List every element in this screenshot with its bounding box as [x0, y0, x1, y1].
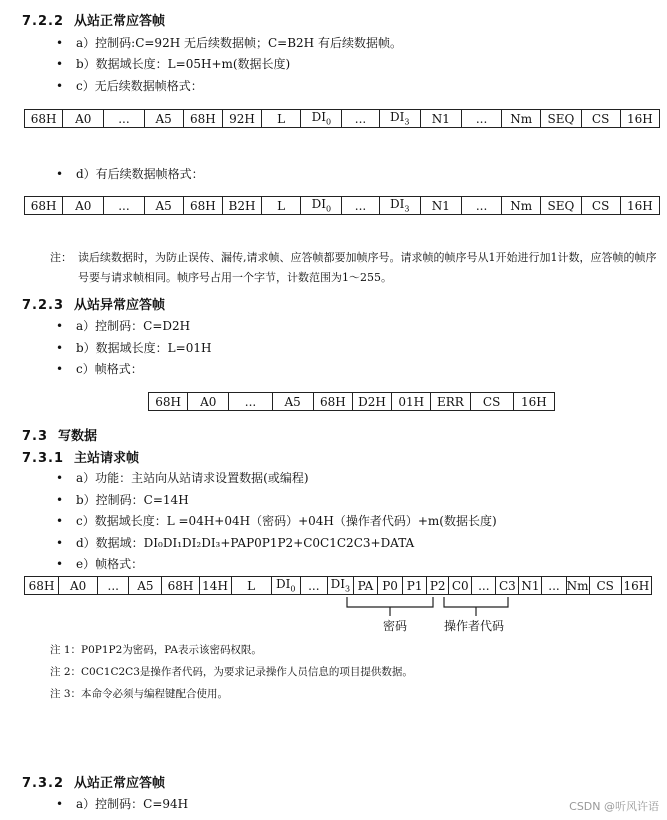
- list-item: • d）数据域：DI₀DI₁DI₂DI₃+PAP0P1P2+C0C1C2C3+DATA: [56, 536, 415, 550]
- frame-cell: 68H: [25, 197, 63, 215]
- note-1: 注 1：P0P1P2为密码，PA表示该密码权限。: [50, 644, 262, 656]
- frame-cell: P0: [378, 577, 403, 595]
- heading-7-3-1: [22, 447, 139, 466]
- frame-cell: ...: [542, 577, 566, 595]
- list-item: • e）帧格式：: [56, 557, 144, 571]
- section-number: 7.2.2: [22, 14, 65, 29]
- frame-cell: D2H: [352, 393, 391, 411]
- frame-cell: CS: [581, 110, 620, 128]
- frame-cell: 16H: [513, 393, 554, 411]
- note-2: 注 2：C0C1C2C3是操作者代码，为要求记录操作人员信息的项目提供数据。: [50, 666, 413, 678]
- frame-cell: ...: [461, 110, 501, 128]
- frame-cell: CS: [589, 577, 621, 595]
- list-item: • a）控制码：C=D2H: [56, 319, 191, 333]
- frame-cell: Nm: [502, 110, 541, 128]
- frame-cell: 68H: [149, 393, 188, 411]
- section-title: 写数据: [58, 429, 98, 444]
- frame-cell: CS: [470, 393, 513, 411]
- list-item: • c）无后续数据帧格式：: [56, 79, 203, 93]
- frame-cell: 68H: [162, 577, 199, 595]
- frame-table-no-followup: [24, 109, 660, 128]
- frame-cell: ...: [229, 393, 272, 411]
- list-item: • c）帧格式：: [56, 362, 143, 376]
- frame-cell: P2: [427, 577, 449, 595]
- frame-cell: 92H: [222, 110, 261, 128]
- frame-cell: L: [231, 577, 271, 595]
- frame-cell: A5: [144, 110, 183, 128]
- frame-cell: ...: [342, 110, 379, 128]
- frame-cell: A0: [59, 577, 98, 595]
- frame-cell: ...: [104, 110, 144, 128]
- frame-cell: A0: [63, 110, 104, 128]
- frame-cell: Nm: [566, 578, 589, 593]
- frame-cell: SEQ: [541, 197, 581, 215]
- list-item: • b）数据域长度：L=01H: [56, 341, 212, 355]
- list-item: • b）数据域长度：L=05H+m(数据长度): [56, 57, 291, 71]
- list-item: • a）功能：主站向从站请求设置数据(或编程): [56, 471, 309, 485]
- list-item: • a）控制码：C=94H: [56, 797, 189, 811]
- frame-cell: 68H: [183, 197, 222, 215]
- list-item: • d）有后续数据帧格式：: [56, 167, 204, 181]
- frame-cell: A5: [144, 197, 183, 215]
- section-title: 从站正常应答帧: [74, 776, 166, 791]
- frame-cell: 16H: [621, 577, 651, 595]
- list-item: • b）控制码：C=14H: [56, 493, 189, 507]
- frame-cell: ...: [342, 197, 379, 215]
- frame-cell: 68H: [25, 577, 59, 595]
- note-3: 注 3：本命令必须与编程键配合使用。: [50, 688, 229, 700]
- section-title: 从站正常应答帧: [74, 14, 166, 29]
- note-label: 注：: [50, 251, 72, 264]
- frame-cell: C0: [449, 577, 472, 595]
- frame-cell: A5: [129, 577, 162, 595]
- frame-cell: L: [262, 110, 301, 128]
- frame-cell: ...: [472, 577, 496, 595]
- frame-cell: L: [262, 197, 301, 215]
- frame-cell: 68H: [183, 110, 222, 128]
- section-title: 主站请求帧: [74, 451, 140, 466]
- frame-cell: ...: [104, 197, 144, 215]
- frame-table-write: [24, 576, 652, 595]
- list-item: • a）控制码:C=92H 无后续数据帧；C=B2H 有后续数据帧。: [56, 36, 402, 50]
- note-text: 读后续数据时，为防止误传、漏传,请求帧、应答帧都要加帧序号。请求帧的帧序号从1开始进行加1计数，应答帧的帧序号要与请求帧相同。帧序号占用一个字节，计数范围为1～255。: [78, 251, 657, 284]
- frame-cell: ...: [98, 577, 129, 595]
- frame-cell: SEQ: [541, 110, 581, 128]
- heading-7-2-2: [22, 10, 165, 29]
- frame-cell: PA: [353, 577, 377, 595]
- frame-cell: P1: [403, 577, 427, 595]
- section-number: 7.3.1: [22, 451, 65, 466]
- frame-table-error: [148, 392, 555, 411]
- frame-cell: N1: [519, 577, 542, 595]
- frame-cell: 01H: [392, 393, 431, 411]
- frame-table-followup: [24, 196, 660, 215]
- frame-cell: ERR: [431, 393, 470, 411]
- frame-cell: 16H: [620, 197, 659, 215]
- frame-cell: 14H: [199, 577, 231, 595]
- frame-cell: ...: [300, 577, 327, 595]
- section-number: 7.3: [22, 429, 49, 444]
- list-item: • c）数据域长度：L =04H+04H（密码）+04H（操作者代码）+m(数据长度): [56, 514, 497, 528]
- frame-cell: $DI_3$: [379, 110, 420, 128]
- frame-cell: ...: [461, 197, 501, 215]
- frame-cell: A0: [188, 393, 229, 411]
- frame-cell: A0: [63, 197, 104, 215]
- frame-cell: N1: [420, 197, 461, 215]
- frame-cell: $DI_3$: [327, 577, 353, 595]
- frame-cell: 16H: [620, 110, 659, 128]
- heading-7-3: [22, 425, 97, 444]
- section-number: 7.3.2: [22, 776, 65, 791]
- heading-7-2-3: [22, 294, 165, 313]
- brace-label-password: 密码: [383, 619, 408, 633]
- heading-7-3-2: [22, 772, 165, 791]
- frame-cell: $DI_0$: [301, 110, 342, 128]
- frame-cell: Nm: [502, 197, 541, 215]
- section-title: 从站异常应答帧: [74, 298, 166, 313]
- watermark: CSDN @听风许语: [569, 800, 659, 813]
- frame-cell: N1: [420, 110, 461, 128]
- frame-cell: B2H: [222, 197, 261, 215]
- frame-cell: A5: [272, 393, 313, 411]
- frame-cell: CS: [581, 197, 620, 215]
- frame-cell: C3: [496, 577, 519, 595]
- brace-label-operator: 操作者代码: [444, 619, 505, 633]
- frame-cell: 68H: [25, 110, 63, 128]
- frame-cell: $DI_0$: [301, 197, 342, 215]
- section-number: 7.2.3: [22, 298, 65, 313]
- frame-cell: $DI_0$: [271, 577, 300, 595]
- frame-cell: $DI_3$: [379, 197, 420, 215]
- frame-cell: 68H: [313, 393, 352, 411]
